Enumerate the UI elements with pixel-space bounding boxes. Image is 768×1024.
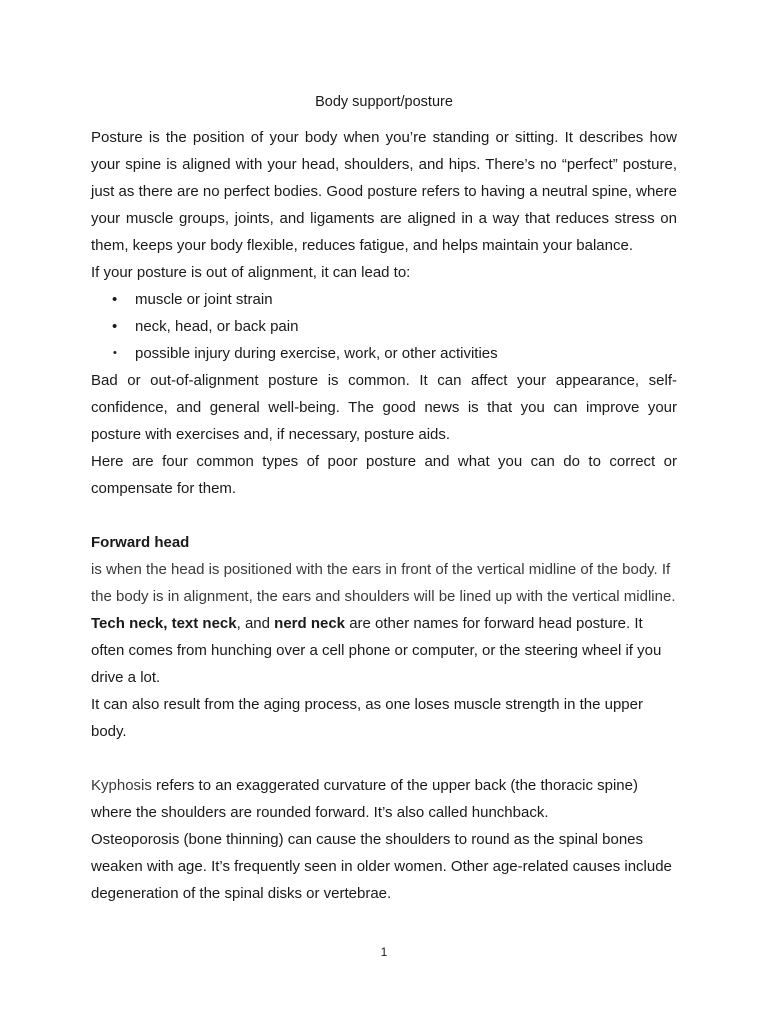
bullet-icon: • [113,347,117,359]
forward-head-definition: is when the head is positioned with the ears in front of the vertical midline of the body. If the body is in alignment, the ears and shoulders will be lined up with the vertical midline. [91,561,676,605]
tech-neck-term: Tech neck, text neck [91,615,237,632]
consequence-list [91,286,677,367]
blank-line [91,502,677,529]
page-number: 1 [380,945,388,959]
kyphosis-term: Kyphosis [91,777,152,794]
list-item-text: muscle or joint strain [135,291,273,308]
common-posture-paragraph: Bad or out-of-alignment posture is common. It can affect your appearance, self-confidence, and general well-being. The good news is that you can improve your posture with exercises and, if necessary, posture aids. [91,372,677,443]
kyphosis-paragraph [91,772,677,826]
list-item [91,286,677,313]
aging-paragraph: It can also result from the aging process, as one loses muscle strength in the upper body. [91,696,643,740]
lead-in-paragraph: If your posture is out of alignment, it can lead to: [91,264,411,281]
nerd-neck-term: nerd neck [274,615,346,632]
osteoporosis-paragraph: Osteoporosis (bone thinning) can cause the shoulders to round as the spinal bones weaken with age. It’s frequently seen in older women. Other age-related causes include degeneration of the spinal disks or vertebrae. [91,831,672,902]
list-item [91,340,677,367]
forward-head-names-rest: are other names for forward head posture. It often comes from hunching over a cell phone or computer, or the steering wheel if you drive a lot. [91,615,662,686]
intro-paragraph: Posture is the position of your body when you’re standing or sitting. It describes how your spine is aligned with your head, shoulders, and hips. There’s no “perfect” posture, just as there are no perfect bodies. Good posture refers to having a neutral spine, where your muscle groups, joints, and ligaments are aligned in a way that reduces stress on them, keeps your body flexible, reduces fatigue, and helps maintain your balance. [91,129,677,254]
forward-head-names-paragraph [91,610,677,691]
document-body [91,124,677,907]
forward-head-heading: Forward head [91,534,190,551]
posture-types-paragraph: Here are four common types of poor posture and what you can do to correct or compensate for them. [91,453,677,497]
list-item-text: neck, head, or back pain [135,318,299,335]
document-title: Body support/posture [315,94,453,110]
list-item [91,313,677,340]
blank-line [91,745,677,772]
term-separator: , and [236,615,275,632]
bullet-icon: • [112,291,118,308]
bullet-icon: • [112,318,118,335]
list-item-text: possible injury during exercise, work, or other activities [135,345,498,362]
kyphosis-rest: refers to an exaggerated curvature of the upper back (the thoracic spine) where the shoulders are rounded forward. It’s also called hunchback. [91,777,638,821]
